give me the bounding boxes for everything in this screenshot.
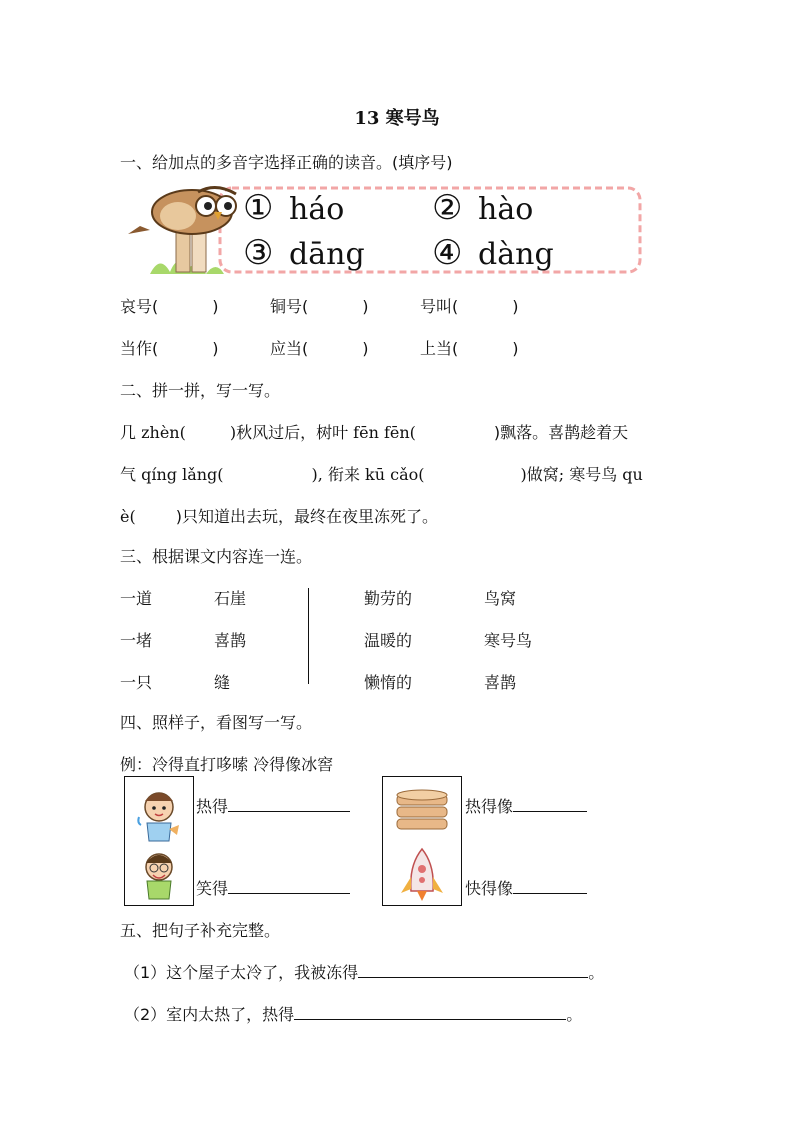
q2-line2: 气 qíng lǎng( ), 衔来 kū cǎo( )做窝; 寒号鸟 qu bbox=[120, 465, 643, 484]
opt-3: ③ dāng bbox=[243, 233, 365, 273]
picture-box-right bbox=[382, 776, 462, 906]
q3-right-a-3: 懒惰的 bbox=[364, 673, 413, 692]
q4-left-1: 热得 bbox=[196, 794, 350, 817]
picture-box-left bbox=[124, 776, 194, 906]
q5-sentence-2: （2）室内太热了，热得 。 bbox=[124, 1005, 583, 1024]
q3-heading: 三、根据课文内容连一连。 bbox=[120, 547, 313, 566]
q3-left-a-3: 一只 bbox=[120, 673, 153, 692]
q1-row2-item1: 当作( ) bbox=[120, 339, 219, 358]
q3-left-a-2: 一堵 bbox=[120, 631, 153, 650]
q1-heading: 一、给加点的多音字选择正确的读音。(填序号) bbox=[120, 153, 453, 172]
q4-right-2: 快得像 bbox=[465, 876, 587, 899]
q5-sentence-1: （1）这个屋子太冷了，我被冻得 。 bbox=[124, 963, 605, 982]
q1-row2-item3: 上当( ) bbox=[420, 339, 519, 358]
q4-right-1: 热得像 bbox=[465, 794, 587, 817]
q3-right-b-2: 寒号鸟 bbox=[484, 631, 533, 650]
q5-heading: 五、把句子补充完整。 bbox=[120, 921, 281, 940]
children-icon bbox=[125, 777, 193, 905]
q3-left-a-1: 一道 bbox=[120, 589, 153, 608]
q4-example: 例：冷得直打哆嗦 冷得像冰窖 bbox=[120, 755, 334, 774]
opt-4: ④ dàng bbox=[432, 233, 554, 273]
q1-row1-item2: 铜号( ) bbox=[270, 297, 369, 316]
q2-line1: 几 zhèn( )秋风过后，树叶 fēn fēn( )飘落。喜鹊趁着天 bbox=[120, 423, 629, 442]
q1-row1-item1: 哀号( ) bbox=[120, 297, 219, 316]
q3-left-b-3: 缝 bbox=[214, 673, 231, 692]
q3-right-b-1: 鸟窝 bbox=[484, 589, 517, 608]
steamer-rocket-icon bbox=[383, 777, 461, 905]
opt-2: ② hào bbox=[432, 188, 534, 228]
q3-left-b-2: 喜鹊 bbox=[214, 631, 247, 650]
q3-right-a-2: 温暖的 bbox=[364, 631, 413, 650]
q1-row2-item2: 应当( ) bbox=[270, 339, 369, 358]
q3-right-a-1: 勤劳的 bbox=[364, 589, 413, 608]
q2-line3: è( )只知道出去玩，最终在夜里冻死了。 bbox=[120, 507, 438, 526]
opt-1: ① háo bbox=[243, 188, 345, 228]
q3-divider bbox=[308, 588, 309, 684]
q3-right-b-3: 喜鹊 bbox=[484, 673, 517, 692]
q4-left-2: 笑得 bbox=[196, 876, 350, 899]
q1-row1-item3: 号叫( ) bbox=[420, 297, 519, 316]
q3-left-b-1: 石崖 bbox=[214, 589, 247, 608]
pinyin-banner bbox=[120, 182, 650, 278]
q4-heading: 四、照样子，看图写一写。 bbox=[120, 713, 313, 732]
page-title: 13 寒号鸟 bbox=[354, 108, 440, 129]
q2-heading: 二、拼一拼，写一写。 bbox=[120, 381, 281, 400]
